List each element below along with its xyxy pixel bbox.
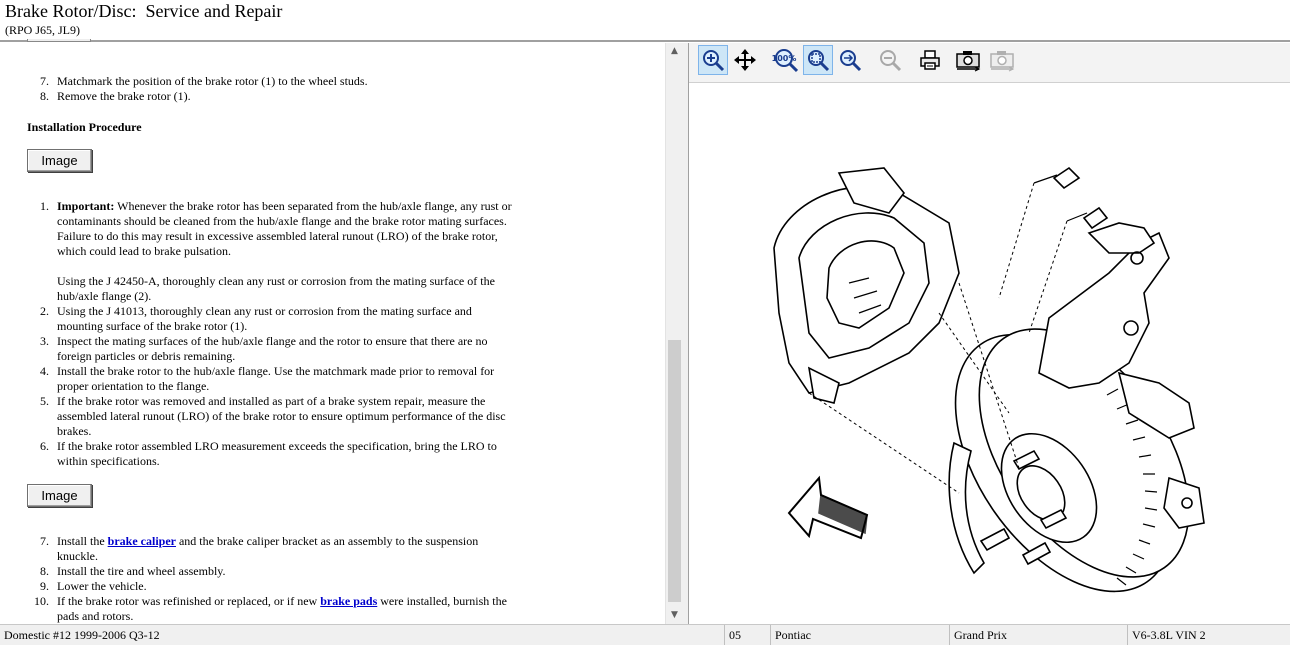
list-item (0, 564, 520, 579)
step-number: 1. (40, 199, 49, 213)
zoom-100-label: 100% (772, 54, 797, 63)
print-button[interactable] (915, 45, 945, 75)
pane-splitter[interactable] (682, 43, 689, 624)
image-button[interactable]: Image (27, 149, 92, 172)
step-text: Lower the vehicle. (57, 579, 147, 593)
zoom-100-icon (772, 47, 798, 73)
zoom-region-button[interactable] (835, 45, 865, 75)
zoom-in-icon (701, 48, 725, 72)
zoom-fit-button[interactable] (803, 45, 833, 75)
step-text: Install the tire and wheel assembly. (57, 564, 226, 578)
step-text-part: were installed, burnish the pads and rotors. (57, 594, 507, 623)
step-number: 8. (40, 564, 49, 578)
copy-image-button[interactable] (953, 45, 983, 75)
copy-image-disabled-button[interactable] (987, 45, 1017, 75)
step-number: 4. (40, 364, 49, 378)
scroll-up-arrow-icon[interactable]: ▲ (671, 46, 678, 56)
list-item (0, 89, 520, 104)
status-source: Domestic #12 1999-2006 Q3-12 (0, 625, 725, 645)
step-number: 7. (40, 74, 49, 88)
final-steps-list (0, 534, 520, 624)
step-number: 6. (40, 439, 49, 453)
zoom-fit-icon (806, 48, 830, 72)
image-button[interactable]: Image (27, 484, 92, 507)
step-number: 5. (40, 394, 49, 408)
page-subtitle: (RPO J65, JL9) (5, 23, 81, 37)
important-text: Whenever the brake rotor has been separated from the hub/axle flange, any rust or contaminants should be cleaned from the hub/axle flange and the brake rotor mating surfaces. Failure to do this may result in excessive assembled lateral runout (LRO) of the brake rotor, which could lead to brake pulsation. (57, 199, 512, 258)
list-item (0, 364, 520, 394)
scrollbar-thumb[interactable] (668, 340, 681, 602)
zoom-100-button[interactable] (770, 45, 800, 75)
zoom-in-button[interactable] (698, 45, 728, 75)
list-item (0, 534, 520, 564)
image-toolbar (689, 43, 1290, 83)
step-number: 3. (40, 334, 49, 348)
brake-pads-link[interactable]: brake pads (320, 594, 378, 608)
list-item (0, 304, 520, 334)
list-item (0, 394, 520, 439)
list-item (0, 199, 520, 304)
brake-assembly-line-art (774, 168, 1231, 624)
image-viewer-pane (689, 43, 1290, 624)
page-title: Brake Rotor/Disc: Service and Repair (5, 1, 283, 21)
step-text: Install the brake rotor to the hub/axle flange. Use the matchmark made prior to removal for proper orientation to the flange. (57, 364, 495, 393)
status-make: Pontiac (771, 625, 950, 645)
list-item (0, 594, 520, 624)
step-text (57, 199, 520, 259)
camera-icon (955, 48, 981, 72)
list-item (0, 439, 520, 469)
step-text: If the brake rotor was removed and installed as part of a brake system repair, measure the assembled lateral runout (LRO) of the brake rotor to ensure optimum performance of the disc brakes. (57, 394, 506, 438)
step-number: 9. (40, 579, 49, 593)
status-engine: V6-3.8L VIN 2 (1132, 628, 1206, 642)
scroll-down-arrow-icon[interactable]: ▼ (671, 610, 678, 620)
list-item (0, 579, 520, 594)
brake-assembly-diagram[interactable] (689, 83, 1290, 624)
step-text (57, 534, 520, 564)
pan-button[interactable] (730, 45, 760, 75)
important-label: Important: (57, 199, 115, 213)
step-text: Using the J 41013, thoroughly clean any rust or corrosion from the mating surface and mounting surface of the brake rotor (1). (57, 304, 472, 333)
list-item (0, 334, 520, 364)
step-number: 2. (40, 304, 49, 318)
clipped-button-edge (27, 39, 91, 42)
installation-heading: Installation Procedure (27, 120, 142, 134)
step-text-part: Install the (57, 534, 108, 548)
zoom-out-icon (878, 48, 902, 72)
step-number: 7. (40, 534, 49, 548)
brake-caliper-link[interactable]: brake caliper (107, 534, 176, 548)
step-text-part: If the brake rotor was refinished or replaced, or if new (57, 594, 321, 608)
step-text: If the brake rotor assembled LRO measurement exceeds the specification, bring the LRO to within specifications. (57, 439, 497, 468)
step-text: Inspect the mating surfaces of the hub/axle flange and the rotor to ensure that there are no foreign particles or debris remaining. (57, 334, 488, 363)
document-header (0, 0, 1290, 42)
document-pane[interactable] (0, 43, 684, 624)
pan-icon (733, 48, 757, 72)
zoom-region-icon (838, 48, 862, 72)
status-bar (0, 624, 1290, 645)
step-text (57, 594, 520, 624)
document-scrollbar[interactable] (665, 43, 682, 624)
zoom-out-button[interactable] (875, 45, 905, 75)
camera-disabled-icon (989, 48, 1015, 72)
installation-steps-list (0, 199, 520, 469)
step-number: 10. (34, 594, 49, 608)
print-icon (919, 49, 941, 71)
step-number: 8. (40, 89, 49, 103)
step-text: Matchmark the position of the brake rotor (1) to the wheel studs. (57, 74, 368, 88)
status-year: 05 (725, 625, 771, 645)
step-text: Remove the brake rotor (1). (57, 89, 191, 103)
step-extra-text: Using the J 42450-A, thoroughly clean any rust or corrosion from the mating surface of the hub/axle flange (2). (57, 274, 495, 303)
status-model: Grand Prix (950, 625, 1128, 645)
list-item (0, 74, 520, 89)
removal-steps-list (0, 74, 520, 104)
step-text-part: and the brake caliper bracket as an assembly to the suspension knuckle. (57, 534, 479, 563)
